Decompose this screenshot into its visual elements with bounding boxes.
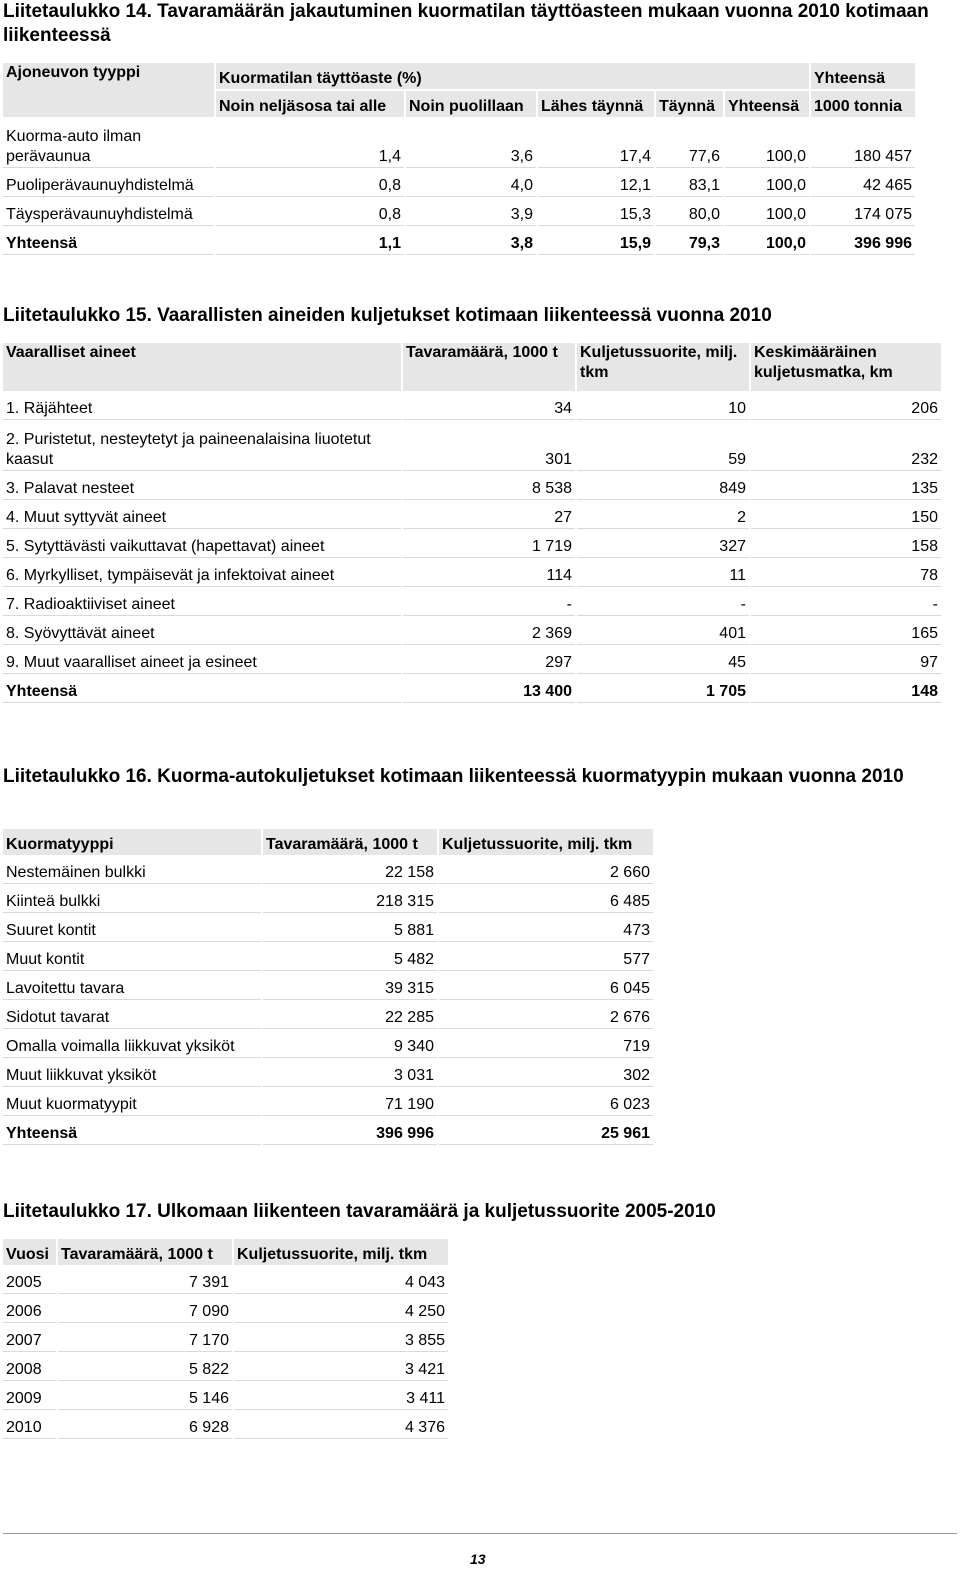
column-header: 1000 tonnia (811, 91, 915, 117)
table-cell: 719 (439, 1031, 653, 1058)
row-label: Kuorma-auto ilman perävaunua (3, 119, 214, 168)
table-cell: 174 075 (811, 199, 915, 226)
table-cell: 7 170 (58, 1325, 232, 1352)
column-header: Yhteensä (725, 91, 809, 117)
row-label: 7. Radioaktiiviset aineet (3, 589, 401, 616)
table-cell: 42 465 (811, 170, 915, 197)
table-row (3, 170, 915, 197)
table-cell: 135 (751, 473, 941, 500)
table-17 (1, 1237, 450, 1441)
table-cell: 78 (751, 560, 941, 587)
table-cell: 5 881 (263, 915, 437, 942)
table-row (3, 1325, 448, 1352)
row-label: 2008 (3, 1354, 56, 1381)
table-row (3, 1296, 448, 1323)
table-cell: 577 (439, 944, 653, 971)
row-label: Muut kuormatyypit (3, 1089, 261, 1116)
row-label: Yhteensä (3, 676, 401, 703)
table-row (3, 422, 941, 471)
table-row (3, 886, 653, 913)
column-header: Kuormatilan täyttöaste (%) (216, 63, 809, 89)
row-label: Muut liikkuvat yksiköt (3, 1060, 261, 1087)
table-cell: 401 (577, 618, 749, 645)
row-label: Puoliperävaunuyhdistelmä (3, 170, 214, 197)
table-cell: 1,4 (216, 119, 404, 168)
row-label: Yhteensä (3, 228, 214, 255)
table-header-row (3, 63, 915, 89)
table-row (3, 857, 653, 884)
table-16-title: Liitetaulukko 16. Kuorma-autokuljetukset kotimaan liikenteessä kuormatyypin mukaan vuonna 2010 (3, 766, 904, 787)
table-cell: 0,8 (216, 170, 404, 197)
table-cell: 9 340 (263, 1031, 437, 1058)
table-cell: 158 (751, 531, 941, 558)
column-header: Tavaramäärä, 1000 t (263, 829, 437, 855)
column-header: Noin neljäsosa tai alle (216, 91, 404, 117)
table-cell: 3 855 (234, 1325, 448, 1352)
table-cell: 3 031 (263, 1060, 437, 1087)
table-cell: 17,4 (538, 119, 654, 168)
row-label: 4. Muut syttyvät aineet (3, 502, 401, 529)
table-cell: 100,0 (725, 119, 809, 168)
table-cell: 6 485 (439, 886, 653, 913)
table-row (3, 944, 653, 971)
table-row (3, 1089, 653, 1116)
table-cell: - (577, 589, 749, 616)
table-cell: 100,0 (725, 228, 809, 255)
table-cell: 2 676 (439, 1002, 653, 1029)
row-label: Kiinteä bulkki (3, 886, 261, 913)
table-cell: 3,9 (406, 199, 536, 226)
table-cell: 12,1 (538, 170, 654, 197)
table-cell: 7 090 (58, 1296, 232, 1323)
table-cell: 11 (577, 560, 749, 587)
table-14 (1, 61, 917, 257)
table-cell: 301 (403, 422, 575, 471)
table-cell: 473 (439, 915, 653, 942)
table-15-title: Liitetaulukko 15. Vaarallisten aineiden kuljetukset kotimaan liikenteessä vuonna 2010 (3, 305, 772, 326)
table-row (3, 531, 941, 558)
row-label: 1. Räjähteet (3, 393, 401, 420)
table-cell: 71 190 (263, 1089, 437, 1116)
table-cell: 327 (577, 531, 749, 558)
table-row (3, 589, 941, 616)
column-header: Kuljetussuorite, milj. tkm (234, 1239, 448, 1265)
table-cell: 6 045 (439, 973, 653, 1000)
table-cell: 79,3 (656, 228, 723, 255)
table-15 (1, 341, 943, 705)
table-cell: 7 391 (58, 1267, 232, 1294)
row-label: 2006 (3, 1296, 56, 1323)
row-label: 6. Myrkylliset, tympäisevät ja infektoivat aineet (3, 560, 401, 587)
table-cell: 150 (751, 502, 941, 529)
table-row (3, 1383, 448, 1410)
table-cell: 39 315 (263, 973, 437, 1000)
table-14-title: Liitetaulukko 14. Tavaramäärän jakautuminen kuormatilan täyttöasteen mukaan vuonna 2010 kotimaan liikenteessä (3, 1, 929, 46)
table-row (3, 973, 653, 1000)
table-row (3, 560, 941, 587)
table-row (3, 1412, 448, 1439)
table-cell: 232 (751, 422, 941, 471)
row-label: Sidotut tavarat (3, 1002, 261, 1029)
column-header: Lähes täynnä (538, 91, 654, 117)
table-row (3, 915, 653, 942)
table-cell: 3 421 (234, 1354, 448, 1381)
table-cell: 114 (403, 560, 575, 587)
table-cell: 5 822 (58, 1354, 232, 1381)
column-header: Kuljetussuorite, milj. tkm (577, 343, 749, 391)
table-cell: 2 (577, 502, 749, 529)
table-16 (1, 827, 655, 1147)
table-cell: 59 (577, 422, 749, 471)
column-header: Ajoneuvon tyyppi (3, 63, 214, 117)
table-cell: 34 (403, 393, 575, 420)
table-row (3, 647, 941, 674)
table-row (3, 502, 941, 529)
table-row (3, 393, 941, 420)
column-header: Tavaramäärä, 1000 t (58, 1239, 232, 1265)
column-header: Keskimääräinen kuljetusmatka, km (751, 343, 941, 391)
row-label: Yhteensä (3, 1118, 261, 1145)
table-cell: 2 369 (403, 618, 575, 645)
table-total-row (3, 1118, 653, 1145)
column-header: Vuosi (3, 1239, 56, 1265)
table-cell: 6 023 (439, 1089, 653, 1116)
table-cell: 10 (577, 393, 749, 420)
table-cell: 165 (751, 618, 941, 645)
column-header: Vaaralliset aineet (3, 343, 401, 391)
table-17-title: Liitetaulukko 17. Ulkomaan liikenteen tavaramäärä ja kuljetussuorite 2005-2010 (3, 1201, 716, 1222)
table-cell: 3,8 (406, 228, 536, 255)
table-cell: 15,3 (538, 199, 654, 226)
table-cell: 297 (403, 647, 575, 674)
table-total-row (3, 228, 915, 255)
table-cell: 4 043 (234, 1267, 448, 1294)
table-cell: 83,1 (656, 170, 723, 197)
row-label: 2. Puristetut, nesteytetyt ja paineenalaisina liuotetut kaasut (3, 422, 401, 471)
table-cell: 3 411 (234, 1383, 448, 1410)
table-cell: 22 285 (263, 1002, 437, 1029)
table-cell: 180 457 (811, 119, 915, 168)
column-header: Täynnä (656, 91, 723, 117)
table-cell: 5 482 (263, 944, 437, 971)
row-label: Nestemäinen bulkki (3, 857, 261, 884)
table-cell: 4 376 (234, 1412, 448, 1439)
row-label: 5. Sytyttävästi vaikuttavat (hapettavat) aineet (3, 531, 401, 558)
row-label: 2010 (3, 1412, 56, 1439)
column-header: Kuormatyyppi (3, 829, 261, 855)
row-label: 2007 (3, 1325, 56, 1352)
table-cell: 13 400 (403, 676, 575, 703)
table-cell: 15,9 (538, 228, 654, 255)
table-header-row (3, 343, 941, 391)
table-row (3, 1354, 448, 1381)
table-cell: 8 538 (403, 473, 575, 500)
table-cell: 849 (577, 473, 749, 500)
row-label: 3. Palavat nesteet (3, 473, 401, 500)
table-total-row (3, 676, 941, 703)
table-cell: 45 (577, 647, 749, 674)
table-cell: 100,0 (725, 170, 809, 197)
table-cell: 27 (403, 502, 575, 529)
table-cell: 396 996 (263, 1118, 437, 1145)
table-row (3, 119, 915, 168)
table-cell: 1 705 (577, 676, 749, 703)
table-cell: 148 (751, 676, 941, 703)
row-label: Muut kontit (3, 944, 261, 971)
page-number: 13 (470, 1551, 486, 1567)
row-label: 8. Syövyttävät aineet (3, 618, 401, 645)
table-cell: 80,0 (656, 199, 723, 226)
table-row (3, 1267, 448, 1294)
column-header: Tavaramäärä, 1000 t (403, 343, 575, 391)
column-header: Kuljetussuorite, milj. tkm (439, 829, 653, 855)
table-cell: - (751, 589, 941, 616)
table-cell: 5 146 (58, 1383, 232, 1410)
row-label: 9. Muut vaaralliset aineet ja esineet (3, 647, 401, 674)
table-cell: 1,1 (216, 228, 404, 255)
table-cell: 22 158 (263, 857, 437, 884)
table-cell: 6 928 (58, 1412, 232, 1439)
row-label: 2009 (3, 1383, 56, 1410)
table-cell: 4,0 (406, 170, 536, 197)
table-cell: 218 315 (263, 886, 437, 913)
row-label: Omalla voimalla liikkuvat yksiköt (3, 1031, 261, 1058)
table-cell: 396 996 (811, 228, 915, 255)
table-cell: 97 (751, 647, 941, 674)
row-label: Lavoitettu tavara (3, 973, 261, 1000)
table-row (3, 618, 941, 645)
table-cell: - (403, 589, 575, 616)
table-cell: 3,6 (406, 119, 536, 168)
table-cell: 4 250 (234, 1296, 448, 1323)
table-cell: 302 (439, 1060, 653, 1087)
table-row (3, 199, 915, 226)
table-cell: 1 719 (403, 531, 575, 558)
table-cell: 0,8 (216, 199, 404, 226)
table-row (3, 1060, 653, 1087)
table-header-row (3, 1239, 448, 1265)
footer-divider (3, 1533, 957, 1534)
table-cell: 77,6 (656, 119, 723, 168)
table-cell: 25 961 (439, 1118, 653, 1145)
row-label: Suuret kontit (3, 915, 261, 942)
table-row (3, 473, 941, 500)
table-row (3, 1002, 653, 1029)
row-label: 2005 (3, 1267, 56, 1294)
table-cell: 206 (751, 393, 941, 420)
column-header: Noin puolillaan (406, 91, 536, 117)
table-row (3, 1031, 653, 1058)
table-cell: 2 660 (439, 857, 653, 884)
column-header: Yhteensä (811, 63, 915, 89)
table-header-row (3, 829, 653, 855)
table-cell: 100,0 (725, 199, 809, 226)
row-label: Täysperävaunuyhdistelmä (3, 199, 214, 226)
